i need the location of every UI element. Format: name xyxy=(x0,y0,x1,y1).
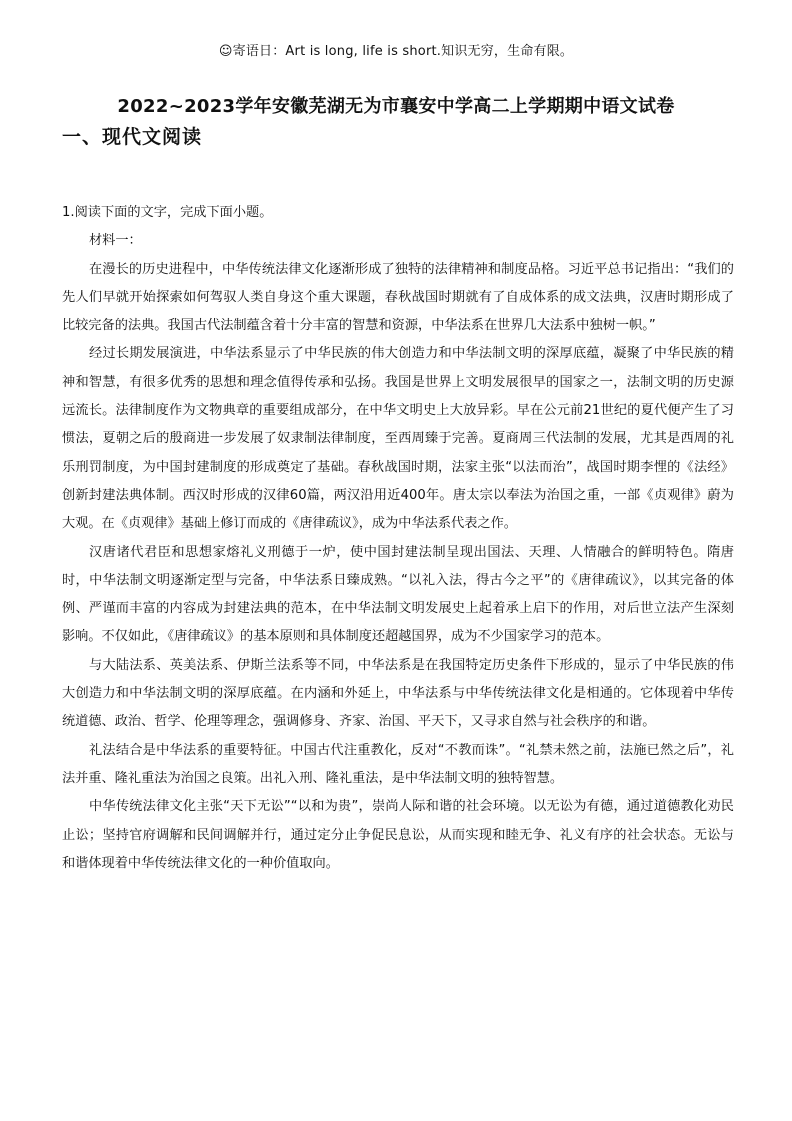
header-motto: ☺寄语日：Art is long, life is short.知识无穷，生命有限。 xyxy=(218,44,574,59)
section-heading: 一、现代文阅读 xyxy=(62,126,203,148)
paragraph: 中华传统法律文化主张“天下无讼”“以和为贵”，崇尚人际和谐的社会环境。以无讼为有德，通过道德教化劝民止讼；坚持官府调解和民间调解并行，通过定分止争促民息讼，从而实现和睦无争、礼义有序的社会状态。无讼与和谐体现着中华传统法律文化的一种价值取向。 xyxy=(62,799,734,871)
question-intro: 1.阅读下面的文字，完成下面小题。 xyxy=(62,205,273,220)
paragraph: 在漫长的历史进程中，中华传统法律文化逐渐形成了独特的法律精神和制度品格。习近平总书记指出：“我们的先人们早就开始探索如何驾驭人类自身这个重大课题，春秋战国时期就有了自成体系的成文法典，汉唐时期形成了比较完备的法典。我国古代法制蕴含着十分丰富的智慧和资源，中华法系在世界几大法系中独树一帜。” xyxy=(62,261,734,334)
paragraph: 汉唐诸代君臣和思想家熔礼义刑德于一炉，使中国封建法制呈现出国法、天理、人情融合的鲜明特色。隋唐时，中华法制文明逐渐定型与完备，中华法系日臻成熟。“以礼入法，得古今之平”的《唐律疏议》，以其完备的体例、严谨而丰富的内容成为封建法典的范本，在中华法制文明发展史上起着承上启下的作用，对后世立法产生深刻影响。不仅如此，《唐律疏议》的基本原则和具体制度还超越国界，成为不少国家学习的范本。 xyxy=(62,544,734,645)
paragraph: 礼法结合是中华法系的重要特征。中国古代注重教化，反对“不教而诛”。“礼禁未然之前，法施已然之后”，礼法并重、隆礼重法为治国之良策。出礼入刑、隆礼重法，是中华法制文明的独特智慧。 xyxy=(62,742,734,786)
paragraph: 经过长期发展演进，中华法系显示了中华民族的伟大创造力和中华法制文明的深厚底蕴，凝聚了中华民族的精神和智慧，有很多优秀的思想和理念值得传承和弘扬。我国是世界上文明发展很早的国家之一，法制文明的历史源远流长。法律制度作为文物典章的重要组成部分，在中华文明史上大放异彩。早在公元前21世纪的夏代便产生了习惯法，夏朝之后的殷商进一步发展了奴隶制法律制度，至西周臻于完善。夏商周三代法制的发展，尤其是西周的礼乐刑罚制度，为中国封建制度的形成奠定了基础。春秋战国时期，法家主张“以法而治”，战国时期李悝的《法经》创新封建法典体制。西汉时形成的汉律60篇，两汉沿用近400年。唐太宗以奉法为治国之重，一部《贞观律》蔚为大观。在《贞观律》基础上修订而成的《唐律疏议》，成为中华法系代表之作。 xyxy=(62,346,734,532)
material-label: 材料一： xyxy=(89,233,142,249)
paragraph: 与大陆法系、英美法系、伊斯兰法系等不同，中华法系是在我国特定历史条件下形成的，显示了中华民族的伟大创造力和中华法制文明的深厚底蕴。在内涵和外延上，中华法系与中华传统法律文化是相通的。它体现着中华传统道德、政治、哲学、伦理等理念，强调修身、齐家、治国、平天下，又寻求自然与社会秩序的和谐。 xyxy=(62,657,734,730)
reading-material xyxy=(62,199,734,878)
document-title: 2022~2023学年安徽芜湖无为市襄安中学高二上学期期中语文试卷 xyxy=(117,96,675,117)
